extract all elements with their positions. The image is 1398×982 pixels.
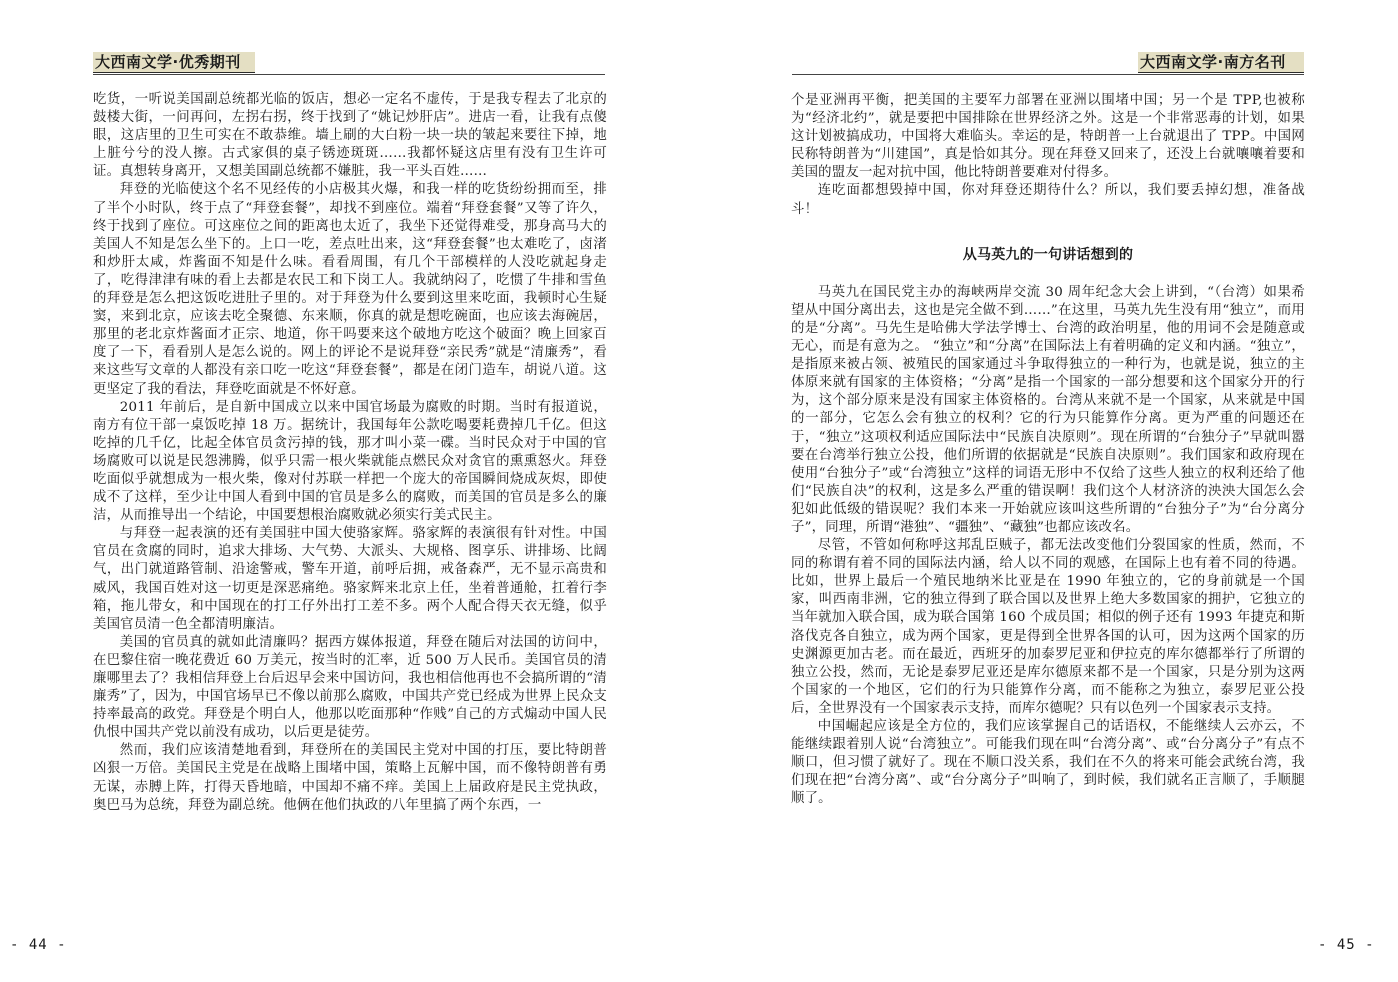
journal-header-text: 大西南文学·南方名刊 xyxy=(1140,53,1286,71)
paragraph: 马英九在国民党主办的海峡两岸交流 30 周年纪念大会上讲到，“（台湾）如果希望从中国分离出去，这也是完全做不到……”在这里，马英九先生没有用“独立”，而用的是“分离”。马先生是哈佛大学法学博士、台湾的政治明星，他的用词不会是随意或无心，而是有意为之。 “独立”和“分离”在国际法上有着明确的定义和内涵。“独立”，是指原来被占领、被殖民的国家通过斗争取得独立的一种行为，也就是说，独立的主体原来就有国家的主体资格；“分离”是指一个国家的一部分想要和这个国家分开的行为，这个部分原来是没有国家主体资格的。台湾从来就不是一个国家，从来就是中国的一部分，它怎么会有独立的权利？它的行为只能算作分离。更为严重的问题还在于，“独立”这项权利适应国际法中“民族自决原则”。现在所谓的“台独分子”早就叫嚣要在台湾举行独立公投，他们所谓的依据就是“民族自决原则”。我们国家和政府现在使用“台独分子”或“台湾独立”这样的词语无形中不仅给了这些人独立的权利还给了他们“民族自决”的权利，这是多么严重的错误啊！我们这个人材济济的泱泱大国怎么会犯如此低级的错误呢？我们本来一开始就应该叫这些所谓的“台独分子”为“台分离分子”，同理，所谓“港独”、“疆独”、“藏独”也都应该改名。 xyxy=(791,284,1305,535)
paragraph: 拜登的光临使这个名不见经传的小店极其火爆，和我一样的吃货纷纷拥而至，排了半个小时队，终于点了“拜登套餐”，却找不到座位。端着“拜登套餐”又等了许久，终于找到了座位。可这座位之间的距离也太近了，我坐下还觉得难受，那身高马大的美国人不知是怎么坐下的。上口一吃，差点吐出来，这“拜登套餐”也太难吃了，卤渚和炒肝太咸，炸酱面不知是什么味。看看周围，有几个干部模样的人没吃就起身走了，吃得津津有味的看上去都是农民工和下岗工人。我就纳闷了，吃惯了牛排和雪鱼的拜登是怎么把这饭吃进肚子里的。对于拜登为什么要到这里来吃面，我顿时心生疑窦，来到北京，应该去吃全聚德、东来顺，你真的就是想吃碗面，也应该去海碗居，那里的老北京炸酱面才正宗、地道，你干吗要来这个破地方吃这个破面？晚上回家百度了一下，看看别人是怎么说的。网上的评论不是说拜登“亲民秀”就是“清廉秀”，看来这些写文章的人都没有亲口吃一吃这“拜登套餐”，都是在闭门造车，胡说八道。这更坚定了我的看法，拜登吃面就是不怀好意。 xyxy=(93,182,607,397)
paragraph: 连吃面都想毁掉中国，你对拜登还期待什么？所以，我们要丢掉幻想，准备战斗！ xyxy=(791,183,1305,217)
journal-header-left xyxy=(93,52,255,73)
right-page xyxy=(700,0,1398,982)
article-body-right xyxy=(791,92,1305,808)
section-title: 从马英九的一句讲话想到的 xyxy=(962,246,1134,263)
page-number-left: - 44 - xyxy=(10,937,67,953)
paragraph: 美国的官员真的就如此清廉吗？据西方媒体报道，拜登在随后对法国的访问中，在巴黎住宿一晚花费近 60 万美元，按当时的汇率，近 500 万人民币。美国官员的清廉哪里去了？我相信拜登上台后迟早会来中国访问，我也相信他再也不会搞所谓的“清廉秀”了，因为，中国官场早已不像以前那么腐败，中国共产党已经成为世界上民众支持率最高的政党。拜登是个明白人，他那以吃面那种“作贱”自己的方式煽动中国人民仇恨中国共产党以前没有成功，以后更是徒劳。 xyxy=(93,634,607,741)
paragraph: 然而，我们应该清楚地看到，拜登所在的美国民主党对中国的打压，要比特朗普凶狠一万倍。美国民主党是在战略上围堵中国，策略上瓦解中国，而不像特朗普有勇无谋，赤膊上阵，打得天昏地暗，中国却不痛不痒。美国上上届政府是民主党执政，奥巴马为总统，拜登为副总统。他俩在他们执政的八年里搞了两个东西，一 xyxy=(93,743,607,813)
paragraph: 尽管，不管如何称呼这邦乱臣贼子，都无法改变他们分裂国家的性质，然而，不同的称谓有着不同的国际法内涵，给人以不同的观感，在国际上也有着不同的待遇。比如，世界上最后一个殖民地纳米比亚是在 1990 年独立的，它的身前就是一个国家，叫西南非洲，它的独立得到了联合国以及世界上绝大多数国家的拥护，它独立的当年就加入联合国，成为联合国第 160 个成员国；相似的例子还有 1993 年捷克和斯洛伐克各自独立，成为两个国家，更是得到全世界各国的认可，因为这两个国家的历史渊源更加古老。而在最近，西班牙的加泰罗尼亚和伊拉克的库尔德都举行了所谓的独立公投，然而，无论是泰罗尼亚还是库尔德原来都不是一个国家，只是分别为这两个国家的一个地区，它们的行为只能算作分离，而不能称之为独立，泰罗尼亚公投后，全世界没有一个国家表示支持，而库尔德呢？只有以色列一个国家表示支持。 xyxy=(791,538,1305,716)
page-number-right: - 45 - xyxy=(1318,937,1375,953)
paragraph: 与拜登一起表演的还有美国驻中国大使骆家辉。骆家辉的表演很有针对性。中国官员在贪腐的同时，追求大排场、大气势、大派头、大规格、图享乐、讲排场、比阔气，出门就道路管制、沿途警戒，警车开道，前呼后拥，戒备森严，无不显示高贵和威风，我国百姓对这一切更是深恶痛绝。骆家辉来北京上任，坐着普通舱，扛着行李箱，拖儿带女，和中国现在的打工仔外出打工差不多。两个人配合得天衣无缝，似乎美国官员清一色全都清明廉洁。 xyxy=(93,526,607,632)
header-rule xyxy=(93,74,605,75)
journal-header-right xyxy=(1138,52,1304,73)
paragraph: 个是亚洲再平衡，把美国的主要军力部署在亚洲以围堵中国；另一个是 TPP,也被称为“经济北约”，就是要把中国排除在世界经济之外。这是一个非常恶毒的计划，如果这计划被搞成功，中国将大难临头。幸运的是，特朗普一上台就退出了 TPP。中国网民称特朗普为“川建国”，真是恰如其分。现在拜登又回来了，还没上台就嚷嚷着要和美国的盟友一起对抗中国，他比特朗普要难对付得多。 xyxy=(791,93,1305,181)
journal-header-text: 大西南文学·优秀期刊 xyxy=(95,53,241,71)
header-rule xyxy=(792,74,1304,75)
paragraph: 吃货，一听说美国副总统都光临的饭店，想必一定名不虚传，于是我专程去了北京的鼓楼大街，一问再问，左拐右拐，终于找到了“姚记炒肝店”。进店一看，让我有点傻眼，这店里的卫生可实在不敢恭维。墙上刷的大白粉一块一块的皱起来要往下掉，地上脏兮兮的没人擦。古式家俱的桌子锈迹斑斑……我都怀疑这店里有没有卫生许可证。真想转身离开，又想美国副总统都不嫌脏，我一平头百姓…… xyxy=(93,92,607,180)
left-page xyxy=(0,0,690,982)
paragraph: 2011 年前后，是自新中国成立以来中国官场最为腐败的时期。当时有报道说，南方有位干部一桌饭吃掉 18 万。据统计，我国每年公款吃喝要耗费掉几千亿。但这吃掉的几千亿，比起全体官员贪污掉的钱，那才叫小菜一碟。当时民众对于中国的官场腐败可以说是民怨沸腾，似乎只需一根火柴就能点燃民众对贪官的熏熏怒火。拜登吃面似乎就想成为一根火柴，像对付苏联一样把一个庞大的帝国瞬间烧成灰烬，即使成不了这样，至少让中国人看到中国的官员是多么的腐败，而美国的官员是多么的廉洁，从而推导出一个结论，中国要想根治腐败就必须实行美式民主。 xyxy=(93,399,607,524)
article-body-left xyxy=(93,91,607,815)
paragraph: 中国崛起应该是全方位的，我们应该掌握自己的话语权，不能继续人云亦云，不能继续跟着别人说“台湾独立”。可能我们现在叫“台湾分离”、或“台分离分子”有点不顺口，但习惯了就好了。现在不顺口没关系，我们在不久的将来可能会武统台湾，我们现在把“台湾分离”、或“台分离分子”叫响了，到时候，我们就名正言顺了，手顺腿顺了。 xyxy=(791,719,1305,807)
